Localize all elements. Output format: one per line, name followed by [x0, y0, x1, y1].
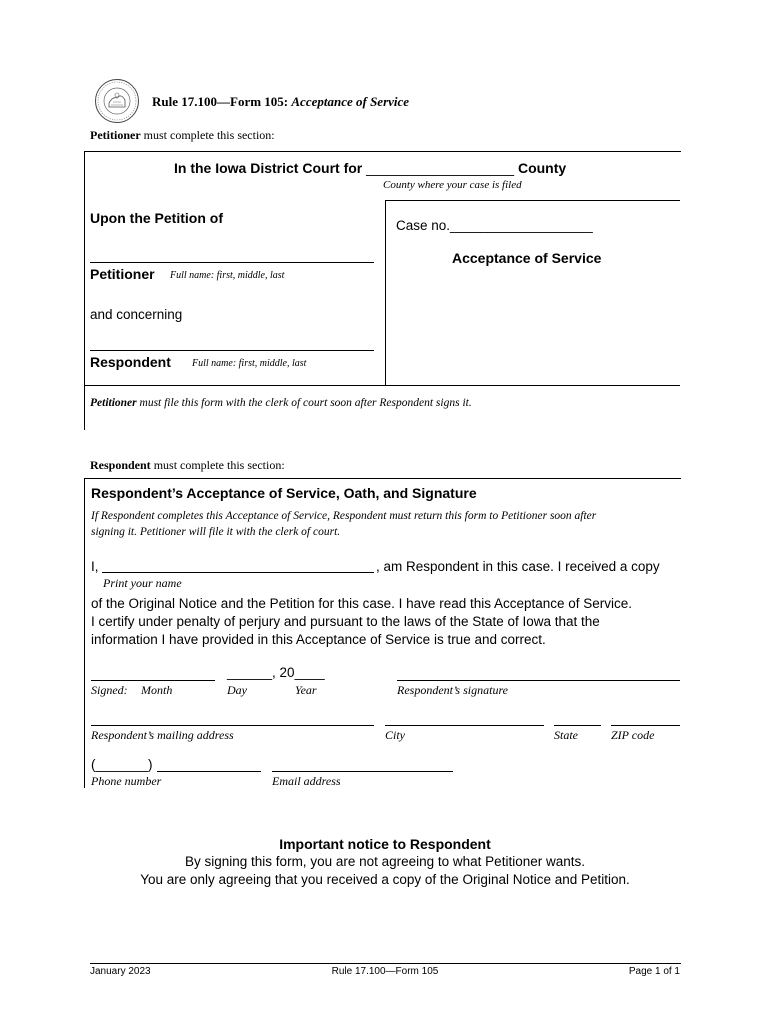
signature-label: Respondent’s signature: [397, 683, 508, 697]
respondent-instructions-1: If Respondent completes this Acceptance of Service, Respondent must return this form to Petitioner soon after: [91, 510, 597, 522]
city-field[interactable]: [385, 725, 544, 726]
signed-label: Signed:: [91, 683, 128, 697]
i-prefix: I,: [91, 559, 99, 574]
form-title-line: [152, 94, 409, 110]
respondent-name-field[interactable]: [90, 350, 374, 351]
print-name-hint: Print your name: [103, 576, 182, 590]
footer-form: Rule 17.100—Form 105: [331, 966, 439, 977]
case-no-field[interactable]: [396, 218, 593, 233]
rule-prefix: Rule 17.100—Form 105:: [152, 94, 292, 109]
statement-line-1: of the Original Notice and the Petition for this case. I have read this Acceptance of Service.: [91, 596, 633, 611]
day-year-field[interactable]: ______, 20____: [227, 665, 325, 680]
notice-line-1: By signing this form, you are not agreeing to what Petitioner wants.: [185, 854, 585, 869]
respondent-intro: Respondent must complete this section:: [90, 458, 285, 472]
email-label: Email address: [272, 774, 341, 788]
petitioner-filing-note: Petitioner must file this form with the clerk of court soon after Respondent signs it.: [90, 397, 472, 409]
phone-label: Phone number: [91, 774, 162, 788]
petitioner-box-divider-v: [385, 200, 386, 386]
respondent-heading: Respondent’s Acceptance of Service, Oath, and Signature: [91, 485, 477, 501]
petitioner-name-field[interactable]: [90, 262, 374, 263]
footer-date: January 2023: [90, 966, 151, 977]
city-label: City: [385, 728, 405, 742]
county-blank[interactable]: ___________________: [366, 160, 515, 176]
acceptance-title: Acceptance of Service: [452, 250, 602, 266]
upon-petition-label: Upon the Petition of: [90, 210, 223, 226]
county-hint: County where your case is filed: [383, 179, 522, 191]
footer-rule: [90, 963, 681, 964]
month-label: Month: [141, 683, 173, 697]
notice-line-2: You are only agreeing that you received a copy of the Original Notice and Petition.: [140, 872, 630, 887]
month-field[interactable]: [91, 680, 215, 681]
petitioner-box-bottom-divider: [84, 385, 680, 386]
respondent-instructions-2: signing it. Petitioner will file it with the clerk of court.: [91, 526, 341, 538]
court-prefix: In the Iowa District Court for: [174, 160, 363, 176]
year-label: Year: [295, 683, 317, 697]
state-field[interactable]: [554, 725, 601, 726]
county-label: County: [517, 160, 567, 176]
petitioner-box-divider-h: [385, 200, 680, 201]
petitioner-box-top-border: [84, 151, 681, 152]
phone-area-code-field[interactable]: (_______): [91, 757, 153, 772]
respondent-signature-field[interactable]: [397, 680, 680, 681]
statement-line-2: I certify under penalty of perjury and pursuant to the laws of the State of Iowa that the: [91, 614, 600, 629]
state-label: State: [554, 728, 578, 742]
rule-title: Acceptance of Service: [291, 94, 410, 109]
respondent-box-left-border: [84, 478, 85, 788]
day-label: Day: [227, 683, 247, 697]
respondent-hint: Full name: first, middle, last: [192, 358, 307, 369]
petitioner-label: Petitioner: [90, 266, 155, 282]
footer-page: Page 1 of 1: [628, 966, 680, 977]
statement-line-3: information I have provided in this Acceptance of Service is true and correct.: [91, 632, 546, 647]
court-heading: [174, 160, 566, 176]
iowa-court-seal-icon: [94, 78, 140, 124]
phone-number-field[interactable]: [157, 771, 261, 772]
case-no-blank[interactable]: ___________________: [450, 218, 593, 233]
mailing-address-field[interactable]: [91, 725, 374, 726]
and-concerning-label: and concerning: [90, 307, 183, 322]
i-suffix: , am Respondent in this case. I received a copy: [376, 559, 660, 574]
zip-label: ZIP code: [611, 728, 655, 742]
petitioner-hint: Full name: first, middle, last: [170, 270, 285, 281]
email-address-field[interactable]: [272, 771, 453, 772]
respondent-box-top-border: [84, 478, 681, 479]
notice-title: Important notice to Respondent: [279, 836, 491, 852]
zip-field[interactable]: [611, 725, 680, 726]
court-seal: [94, 78, 140, 124]
mailing-address-label: Respondent’s mailing address: [91, 728, 234, 742]
respondent-print-name-field[interactable]: [102, 572, 374, 573]
case-no-label: Case no.: [396, 218, 451, 233]
petitioner-box-left-border: [84, 151, 85, 430]
respondent-label: Respondent: [90, 354, 171, 370]
petitioner-intro: Petitioner must complete this section:: [90, 128, 275, 142]
